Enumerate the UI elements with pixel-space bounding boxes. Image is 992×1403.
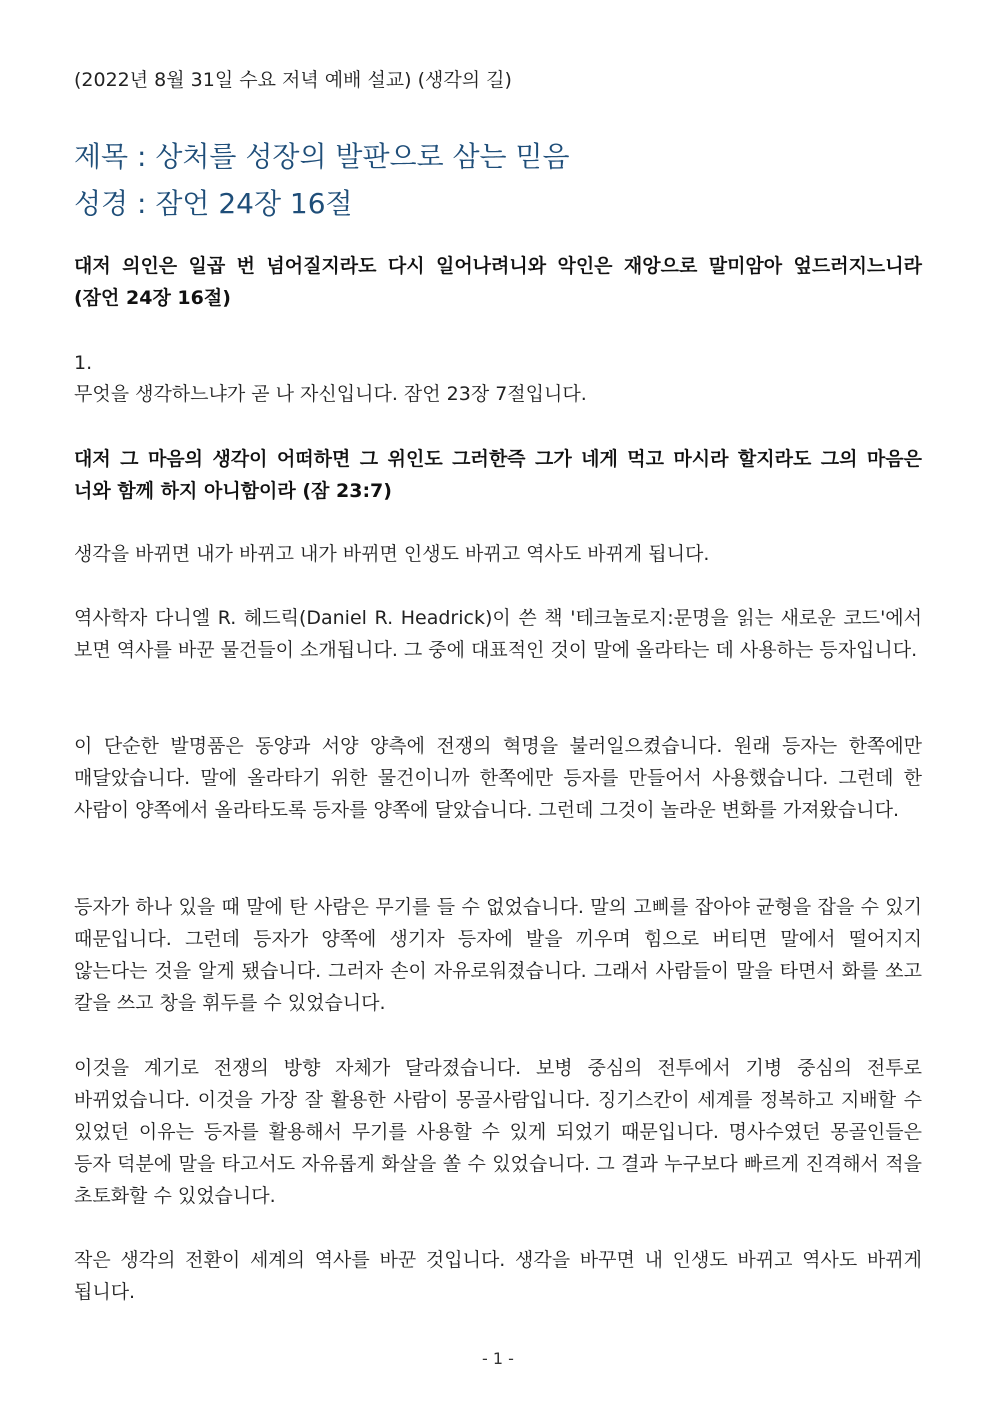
section-number: 1. xyxy=(74,352,93,374)
sermon-title: 제목 : 상처를 성장의 발판으로 삼는 믿음 xyxy=(74,140,570,173)
paragraph: 등자가 하나 있을 때 말에 탄 사람은 무기를 들 수 없었습니다. 말의 고삐를 잡아야 균형을 잡을 수 있기 때문입니다. 그런데 등자가 양쪽에 생기자 등자에 발을 끼우며 힘으로 버티면 말에서 떨어지지 않는다는 것을 알게 됐습니다. 그러자 손이 자유로워졌습니다. 그래서 사람들이 말을 타면서 화를 쏘고 칼을 쓰고 창을 휘두를 수 있었습니다. xyxy=(74,896,922,1014)
paragraph: 이 단순한 발명품은 동양과 서양 양측에 전쟁의 혁명을 불러일으켰습니다. 원래 등자는 한쪽에만 매달았습니다. 말에 올라타기 위한 물건이니까 한쪽에만 등자를 만들어서 사용했습니다. 그런데 한 사람이 양쪽에서 올라타도록 등자를 양쪽에 달았습니다. 그런데 그것이 놀라운 변화를 가져왔습니다. xyxy=(74,735,922,821)
document-page xyxy=(74,0,922,1403)
key-verse: 대저 의인은 일곱 번 넘어질지라도 다시 일어나려니와 악인은 재앙으로 말미암아 엎드러지느니라 (잠언 24장 16절) xyxy=(74,255,922,309)
paragraph: 생각을 바뀌면 내가 바뀌고 내가 바뀌면 인생도 바뀌고 역사도 바뀌게 됩니다. xyxy=(74,543,710,565)
supporting-verse: 대저 그 마음의 생각이 어떠하면 그 위인도 그러한즉 그가 네게 먹고 마시라 할지라도 그의 마음은 너와 함께 하지 아니함이라 (잠 23:7) xyxy=(74,448,922,502)
paragraph: 작은 생각의 전환이 세계의 역사를 바꾼 것입니다. 생각을 바꾸면 내 인생도 바뀌고 역사도 바뀌게 됩니다. xyxy=(74,1249,922,1303)
sermon-date-header: (2022년 8월 31일 수요 저녁 예배 설교) (생각의 길) xyxy=(74,69,512,91)
page-number: - 1 - xyxy=(482,1349,514,1368)
section-intro: 무엇을 생각하느냐가 곧 나 자신입니다. 잠언 23장 7절입니다. xyxy=(74,383,587,405)
scripture-reference: 성경 : 잠언 24장 16절 xyxy=(74,187,353,220)
paragraph: 이것을 계기로 전쟁의 방향 자체가 달라졌습니다. 보병 중심의 전투에서 기병 중심의 전투로 바뀌었습니다. 이것을 가장 잘 활용한 사람이 몽골사람입니다. 징기스칸이 세계를 정복하고 지배할 수 있었던 이유는 등자를 활용해서 무기를 사용할 수 있게 되었기 때문입니다. 명사수였던 몽골인들은 등자 덕분에 말을 타고서도 자유롭게 화살을 쏠 수 있었습니다. 그 결과 누구보다 빠르게 진격해서 적을 초토화할 수 있었습니다. xyxy=(74,1057,922,1207)
paragraph: 역사학자 다니엘 R. 헤드릭(Daniel R. Headrick)이 쓴 책 '테크놀로지:문명을 읽는 새로운 코드'에서 보면 역사를 바꾼 물건들이 소개됩니다. 그 중에 대표적인 것이 말에 올라타는 데 사용하는 등자입니다. xyxy=(74,607,922,661)
